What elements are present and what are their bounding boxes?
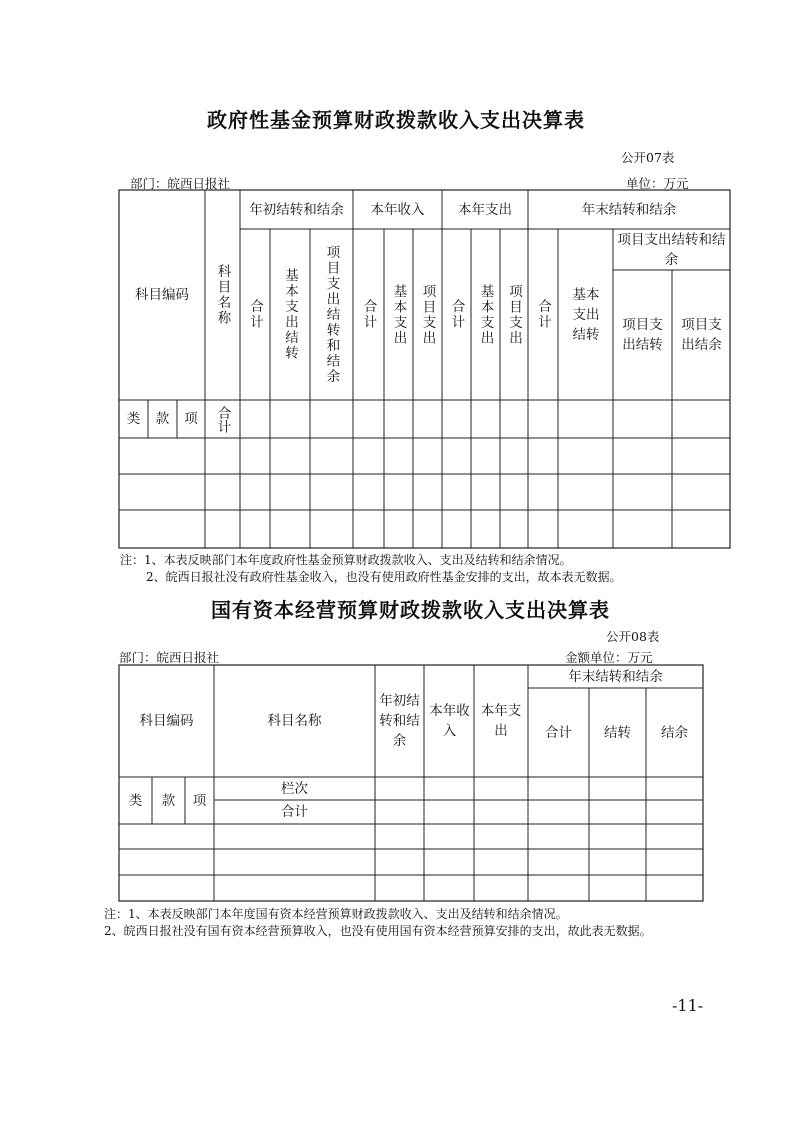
t1-income-total: 合计 bbox=[360, 299, 377, 330]
t1-header-name: 科目名称 bbox=[214, 264, 231, 326]
table2-unit: 金额单位：万元 bbox=[565, 650, 653, 665]
table1-note1: 注：1、本表反映部门本年度政府性基金预算财政拨款收入、支出及结转和结余情况。 bbox=[120, 553, 572, 567]
t1-expense-basic: 基本支出 bbox=[477, 283, 494, 346]
t2-sum: 合计 bbox=[281, 804, 308, 820]
t1-expense-project: 项目支出 bbox=[506, 283, 522, 346]
table1-unit: 单位：万元 bbox=[626, 176, 689, 191]
t1-end-proj-group: 项目支出结转和结余 bbox=[617, 231, 726, 268]
t1-header-end: 年末结转和结余 bbox=[581, 201, 677, 218]
t2-xiang: 项 bbox=[192, 792, 207, 809]
t1-kuan: 款 bbox=[155, 411, 170, 427]
table1-number: 公开07表 bbox=[621, 150, 675, 165]
table1-department: 部门：皖西日报社 bbox=[130, 176, 231, 191]
table2-note2: 2、皖西日报社没有国有资本经营预算收入，也没有使用国有资本经营预算安排的支出，故此表无数据。 bbox=[104, 924, 652, 938]
t1-header-code: 科目编码 bbox=[135, 287, 189, 303]
t1-end-proj-carry: 项目支出结转 bbox=[622, 317, 663, 353]
t1-begin-project: 项目支出结转和结余 bbox=[323, 244, 340, 385]
t1-income-basic: 基本支出 bbox=[390, 283, 407, 346]
t2-header-expense: 本年支出 bbox=[480, 703, 522, 739]
table2-number: 公开08表 bbox=[606, 629, 660, 644]
t1-expense-total: 合计 bbox=[448, 299, 465, 330]
t1-begin-basic: 基本支出结转 bbox=[282, 268, 298, 361]
t2-header-begin: 年初结转和结余 bbox=[379, 693, 420, 749]
t1-lei: 类 bbox=[126, 411, 141, 427]
t2-header-name: 科目名称 bbox=[267, 713, 322, 729]
table2-department: 部门：皖西日报社 bbox=[119, 650, 220, 665]
t1-header-income: 本年收入 bbox=[370, 201, 425, 218]
t1-begin-total: 合计 bbox=[247, 299, 263, 330]
t2-header-carry: 结转 bbox=[604, 724, 631, 741]
table2-note1: 注：1、本表反映部门本年度国有资本经营预算财政拨款收入、支出及结转和结余情况。 bbox=[104, 907, 568, 921]
t1-header-expense: 本年支出 bbox=[458, 201, 512, 218]
t2-kuan: 款 bbox=[161, 792, 176, 809]
t1-header-begin: 年初结转和结余 bbox=[249, 201, 344, 218]
t2-header-income: 本年收入 bbox=[429, 703, 470, 739]
t2-header-code: 科目编码 bbox=[139, 713, 194, 729]
t1-income-project: 项目支出 bbox=[419, 283, 436, 346]
t2-header-total: 合计 bbox=[545, 724, 572, 741]
table1-note2: 2、皖西日报社没有政府性基金收入，也没有使用政府性基金安排的支出，故本表无数据。 bbox=[146, 570, 622, 584]
t2-header-end: 年末结转和结余 bbox=[568, 668, 663, 685]
t2-lei: 类 bbox=[128, 792, 143, 809]
t2-col-index: 栏次 bbox=[281, 780, 308, 797]
t1-end-total: 合计 bbox=[535, 299, 551, 330]
t1-xiang: 项 bbox=[184, 411, 198, 427]
table2-title: 国有资本经营预算财政拨款收入支出决算表 bbox=[211, 598, 610, 622]
t1-end-proj-surplus: 项目支出结余 bbox=[681, 317, 722, 353]
t2-header-surplus: 结余 bbox=[661, 724, 688, 741]
t1-sum: 合计 bbox=[214, 405, 231, 433]
table1-title: 政府性基金预算财政拨款收入支出决算表 bbox=[207, 108, 585, 132]
t1-end-basic: 基本支出结转 bbox=[572, 286, 600, 343]
page-number: -11- bbox=[672, 996, 704, 1015]
